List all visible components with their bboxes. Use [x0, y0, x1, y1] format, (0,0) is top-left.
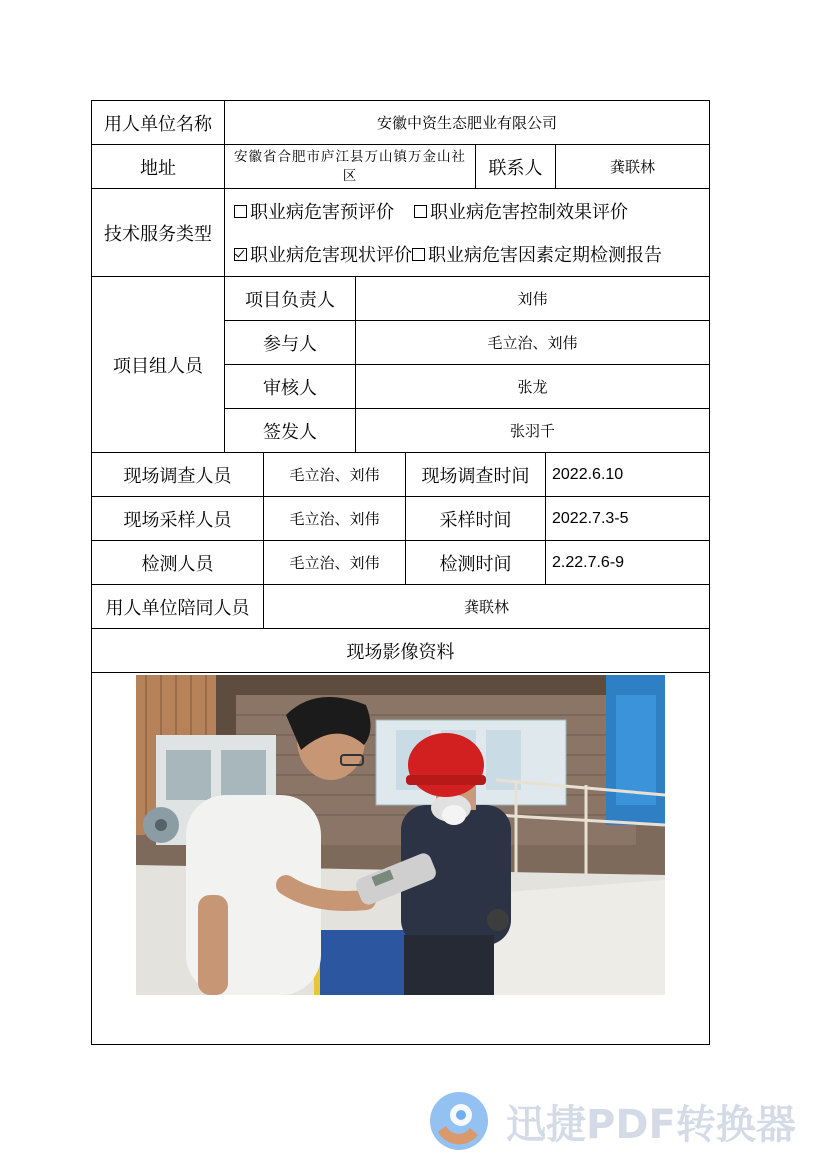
unit-name-value: 安徽中资生态肥业有限公司: [224, 100, 710, 145]
service-option-label: 职业病危害控制效果评价: [430, 202, 628, 223]
survey-staff-label: 现场调查人员: [91, 452, 264, 497]
team-member: 刘伟: [355, 276, 710, 321]
checkbox-icon[interactable]: [414, 205, 427, 218]
checkbox-icon[interactable]: [234, 205, 247, 218]
service-type-options: [224, 188, 710, 277]
survey-time-label: 现场调查时间: [405, 452, 546, 497]
address-label: 地址: [91, 144, 225, 189]
accompany-value: 龚联林: [263, 584, 710, 629]
testing-time-label: 检测时间: [405, 540, 546, 585]
survey-time-value: 2022.6.10: [545, 452, 710, 497]
team-role: 审核人: [224, 364, 356, 409]
testing-staff-value: 毛立治、刘伟: [263, 540, 406, 585]
team-label: 项目组人员: [91, 276, 225, 453]
team-role: 项目负责人: [224, 276, 356, 321]
photo-section-title: 现场影像资料: [91, 628, 710, 673]
team-member: 张羽千: [355, 408, 710, 453]
survey-staff-value: 毛立治、刘伟: [263, 452, 406, 497]
service-options-row-2: [234, 242, 662, 266]
xunjie-logo-icon: [426, 1090, 492, 1152]
checkbox-icon[interactable]: [412, 248, 425, 261]
testing-time-value: 2.22.7.6-9: [545, 540, 710, 585]
checkbox-checked-icon[interactable]: [234, 248, 247, 261]
service-option-label: 职业病危害因素定期检测报告: [428, 245, 662, 266]
sampling-time-label: 采样时间: [405, 496, 546, 541]
sampling-staff-label: 现场采样人员: [91, 496, 264, 541]
address-value: 安徽省合肥市庐江县万山镇万金山社区: [224, 144, 476, 189]
site-photo: [136, 675, 665, 995]
contact-label: 联系人: [475, 144, 556, 189]
accompany-label: 用人单位陪同人员: [91, 584, 264, 629]
service-options-row-1: [234, 199, 628, 223]
service-option-label: 职业病危害现状评价: [250, 245, 412, 266]
sampling-time-value: 2022.7.3-5: [545, 496, 710, 541]
team-role: 签发人: [224, 408, 356, 453]
team-member: 张龙: [355, 364, 710, 409]
unit-name-label: 用人单位名称: [91, 100, 225, 145]
team-member: 毛立治、刘伟: [355, 320, 710, 365]
team-role: 参与人: [224, 320, 356, 365]
contact-value: 龚联林: [555, 144, 710, 189]
testing-staff-label: 检测人员: [91, 540, 264, 585]
watermark-text: 迅捷PDF转换器: [506, 1102, 796, 1148]
service-type-label: 技术服务类型: [91, 188, 225, 277]
watermark: [426, 1090, 816, 1152]
service-option-label: 职业病危害预评价: [250, 202, 394, 223]
sampling-staff-value: 毛立治、刘伟: [263, 496, 406, 541]
